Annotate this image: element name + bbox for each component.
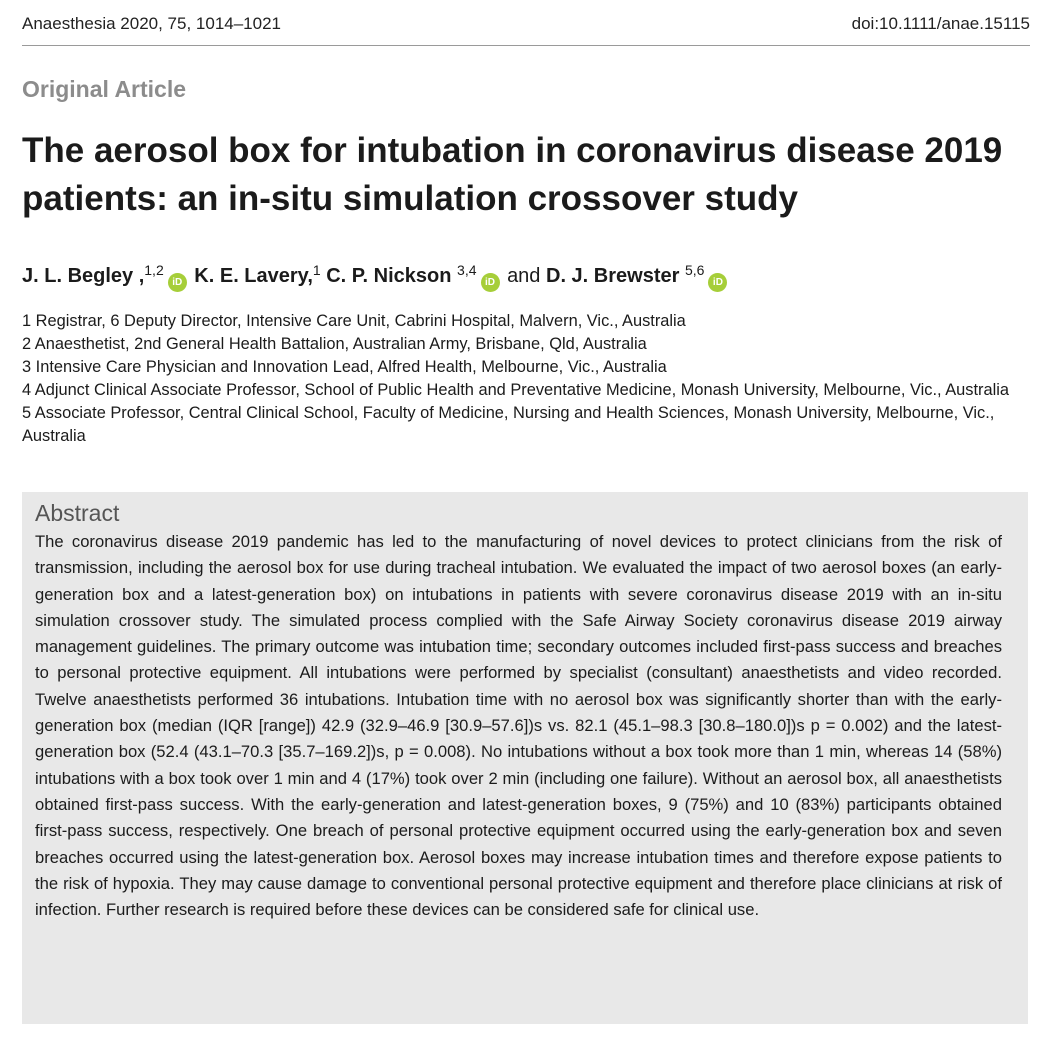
- affiliation-item: 4 Adjunct Clinical Associate Professor, School of Public Health and Preventative Medicine, Monash University, Melbourne, Vic., Australia: [22, 381, 1009, 399]
- author-affiliation-sup: 5,6: [684, 262, 705, 278]
- author-list: [22, 255, 1032, 292]
- authors-conjunction: and: [507, 265, 541, 287]
- affiliation-item: 1 Registrar, 6 Deputy Director, Intensive Care Unit, Cabrini Hospital, Malvern, Vic., Australia: [22, 312, 686, 330]
- author-name[interactable]: D. J. Brewster: [546, 265, 680, 287]
- running-header: [22, 14, 1030, 34]
- affiliation-list: [22, 310, 1032, 448]
- affiliation-item: 2 Anaesthetist, 2nd General Health Battalion, Australian Army, Brisbane, Qld, Australia: [22, 335, 647, 353]
- orcid-icon[interactable]: iD: [708, 273, 727, 292]
- affiliation-item: 5 Associate Professor, Central Clinical School, Faculty of Medicine, Nursing and Health Sciences, Monash University, Melbourne, Vic., Australia: [22, 404, 995, 445]
- orcid-icon[interactable]: iD: [168, 273, 187, 292]
- author-name[interactable]: K. E. Lavery,: [194, 265, 313, 287]
- author-affiliation-sup: 3,4: [457, 262, 477, 278]
- author-affiliation-sup: 1: [312, 262, 321, 278]
- abstract-text: The coronavirus disease 2019 pandemic has led to the manufacturing of novel devices to protect clinicians from the risk of transmission, including the aerosol box for use during tracheal intubation. We evaluated the impact of two aerosol boxes (an early-generation box and a latest-generation box) on intubations in patients with severe coronavirus disease 2019 with an in-situ simulation crossover study. The simulated process complied with the Safe Airway Society coronavirus disease 2019 airway management guidelines. The primary outcome was intubation time; secondary outcomes included first-pass success and breaches to personal protective equipment. All intubations were performed by specialist (consultant) anaesthetists and video recorded. Twelve anaesthetists performed 36 intubations. Intubation time with no aerosol box was significantly shorter than with the early-generation box (median (IQR [range]) 42.9 (32.9–46.9 [30.9–57.6])s vs. 82.1 (45.1–98.3 [30.8–180.0])s p = 0.002) and the latest-generation box (52.4 (43.1–70.3 [35.7–169.2])s, p = 0.008). No intubations without a box took more than 1 min, whereas 14 (58%) intubations with a box took over 1 min and 4 (17%) took over 2 min (including one failure). Without an aerosol box, all anaesthetists obtained first-pass success. With the early-generation and latest-generation boxes, 9 (75%) and 10 (83%) participants obtained first-pass success, respectively. One breach of personal protective equipment occurred using the early-generation box and seven breaches occurred using the latest-generation box. Aerosol boxes may increase intubation times and therefore expose patients to the risk of hypoxia. They may cause damage to conventional personal protective equipment and therefore place clinicians at risk of infection. Further research is required before these devices can be considered safe for clinical use.: [35, 532, 1002, 920]
- author-name[interactable]: C. P. Nickson: [326, 265, 452, 287]
- doi[interactable]: doi:10.1111/anae.15115: [851, 14, 1030, 33]
- abstract-box: [22, 492, 1028, 1024]
- abstract-heading: Abstract: [35, 500, 120, 526]
- orcid-icon[interactable]: iD: [481, 273, 500, 292]
- author-name[interactable]: J. L. Begley ,: [22, 265, 145, 287]
- header-divider: [22, 45, 1030, 46]
- article-title: The aerosol box for intubation in coronavirus disease 2019 patients: an in-situ simulation crossover study: [22, 131, 1003, 218]
- journal-citation: Anaesthesia 2020, 75, 1014–1021: [22, 14, 282, 33]
- author-affiliation-sup: 1,2: [144, 262, 164, 278]
- article-type-label: Original Article: [22, 76, 187, 102]
- affiliation-item: 3 Intensive Care Physician and Innovation Lead, Alfred Health, Melbourne, Vic., Australia: [22, 358, 667, 376]
